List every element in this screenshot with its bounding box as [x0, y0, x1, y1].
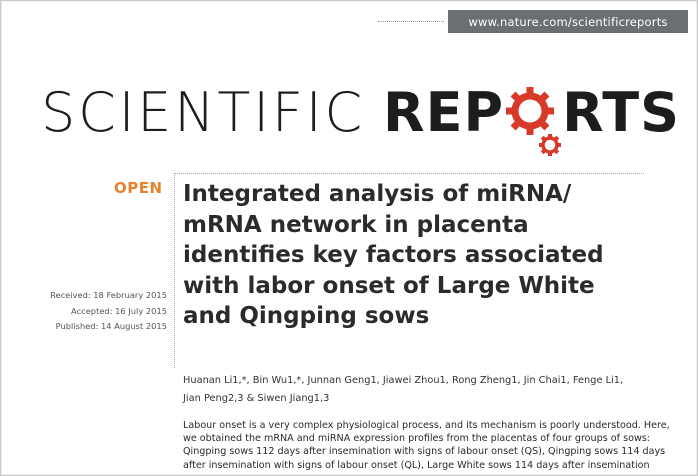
journal-url-bar[interactable]	[448, 10, 688, 33]
masthead-word-reports-start: REP	[383, 81, 505, 144]
article-title[interactable]	[183, 179, 643, 332]
author-line[interactable]: Jian Peng2,3 & Siwen Jiang1,3	[183, 393, 330, 404]
received-date: Received: 18 February 2015	[50, 290, 167, 300]
abstract-line: Qingping sows 112 days after insemination with signs of labour onset (QS), Qingping sows 114 days	[183, 446, 666, 458]
url-leader-line	[378, 21, 444, 22]
journal-url[interactable]: www.nature.com/scientificreports	[468, 14, 668, 29]
author-list	[183, 372, 653, 408]
accepted-date: Accepted: 16 July 2015	[71, 305, 167, 316]
title-line: mRNA network in placenta	[183, 211, 529, 238]
published-date: Published: 14 August 2015	[55, 321, 167, 331]
masthead-word-reports-end: RTS	[562, 81, 680, 144]
title-divider-horizontal	[174, 173, 644, 174]
abstract-line: Labour onset is a very complex physiological process, and its mechanism is poorly understood. Here,	[183, 420, 670, 431]
publication-dates	[41, 288, 167, 335]
masthead-word-scientific: SCIENTIFIC	[41, 81, 366, 144]
open-access-label: OPEN	[114, 179, 163, 197]
abstract-text	[183, 419, 683, 472]
journal-masthead	[41, 81, 680, 144]
abstract-line: after insemination with signs of labour onset (QL), Large White sows 114 days after insemination	[183, 459, 650, 471]
author-line[interactable]: Huanan Li1,*, Bin Wu1,*, Junnan Geng1, Jiawei Zhou1, Rong Zheng1, Jin Chai1, Fenge Li1,	[183, 375, 624, 386]
title-line: and Qingping sows	[183, 303, 430, 329]
abstract-line: we obtained the mRNA and miRNA expression profiles from the placentas of four groups of sows:	[183, 433, 651, 445]
title-divider-vertical	[174, 173, 175, 368]
title-line: identifies key factors associated	[183, 242, 604, 268]
title-line: Integrated analysis of miRNA/	[183, 181, 572, 207]
gear-logo-icon	[504, 87, 562, 137]
title-line: with labor onset of Large White	[183, 272, 595, 299]
